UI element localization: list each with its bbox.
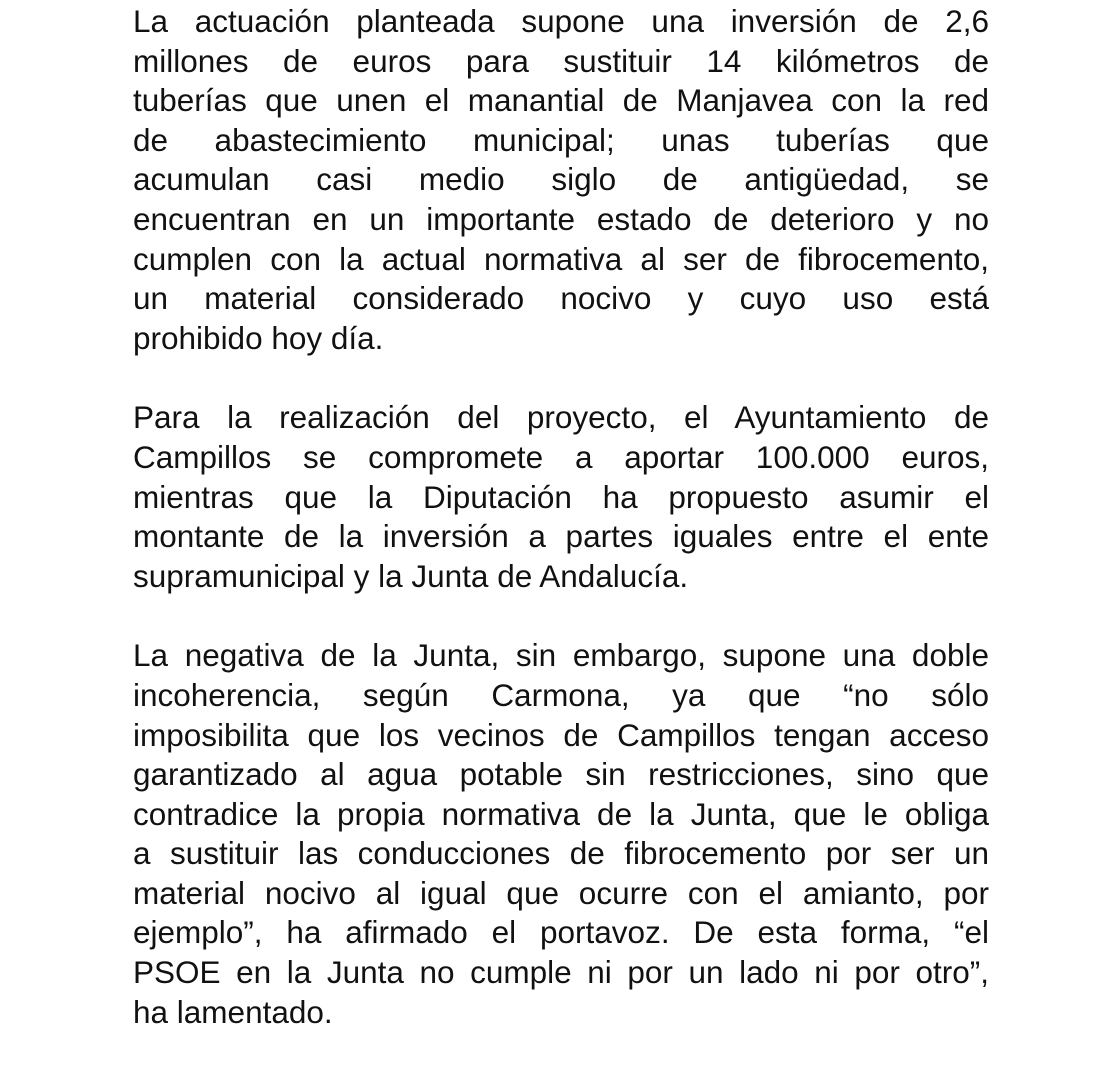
text-line: La negativa de la Junta, sin embargo, supone una doble	[133, 637, 989, 674]
text-line: encuentran en un importante estado de deterioro y no	[133, 200, 989, 237]
text-line: un material considerado nocivo y cuyo uso está	[133, 280, 989, 317]
text-line: millones de euros para sustituir 14 kilómetros de	[133, 42, 989, 79]
text-line: garantizado al agua potable sin restricciones, sino que	[133, 756, 989, 793]
text-line: imposibilita que los vecinos de Campillos tengan acceso	[133, 716, 989, 753]
text-line: tuberías que unen el manantial de Manjavea con la red	[133, 82, 989, 119]
text-line: Para la realización del proyecto, el Ayuntamiento de	[133, 399, 989, 436]
text-line: contradice la propia normativa de la Junta, que le obliga	[133, 795, 989, 832]
paragraph-2	[133, 398, 989, 596]
text-line: incoherencia, según Carmona, ya que “no sólo	[133, 676, 989, 713]
text-line: PSOE en la Junta no cumple ni por un lado ni por otro”,	[133, 954, 989, 991]
text-line: cumplen con la actual normativa al ser de fibrocemento,	[133, 240, 989, 277]
text-line: prohibido hoy día.	[133, 319, 384, 356]
paragraph-1	[133, 2, 989, 358]
article-body	[133, 2, 989, 1072]
text-line: a sustituir las conducciones de fibrocemento por ser un	[133, 835, 989, 872]
text-line: Campillos se compromete a aportar 100.000 euros,	[133, 438, 989, 475]
text-line: montante de la inversión a partes iguales entre el ente	[133, 518, 989, 555]
text-line: ejemplo”, ha afirmado el portavoz. De esta forma, “el	[133, 914, 989, 951]
text-line: material nocivo al igual que ocurre con el amianto, por	[133, 874, 989, 911]
text-line: de abastecimiento municipal; unas tuberías que	[133, 121, 989, 158]
paragraph-3	[133, 636, 989, 1032]
text-line: acumulan casi medio siglo de antigüedad, se	[133, 161, 989, 198]
text-line: La actuación planteada supone una inversión de 2,6	[133, 3, 989, 39]
text-line: supramunicipal y la Junta de Andalucía.	[133, 557, 689, 594]
text-line: ha lamentado.	[133, 993, 333, 1030]
text-line: mientras que la Diputación ha propuesto asumir el	[133, 478, 989, 515]
